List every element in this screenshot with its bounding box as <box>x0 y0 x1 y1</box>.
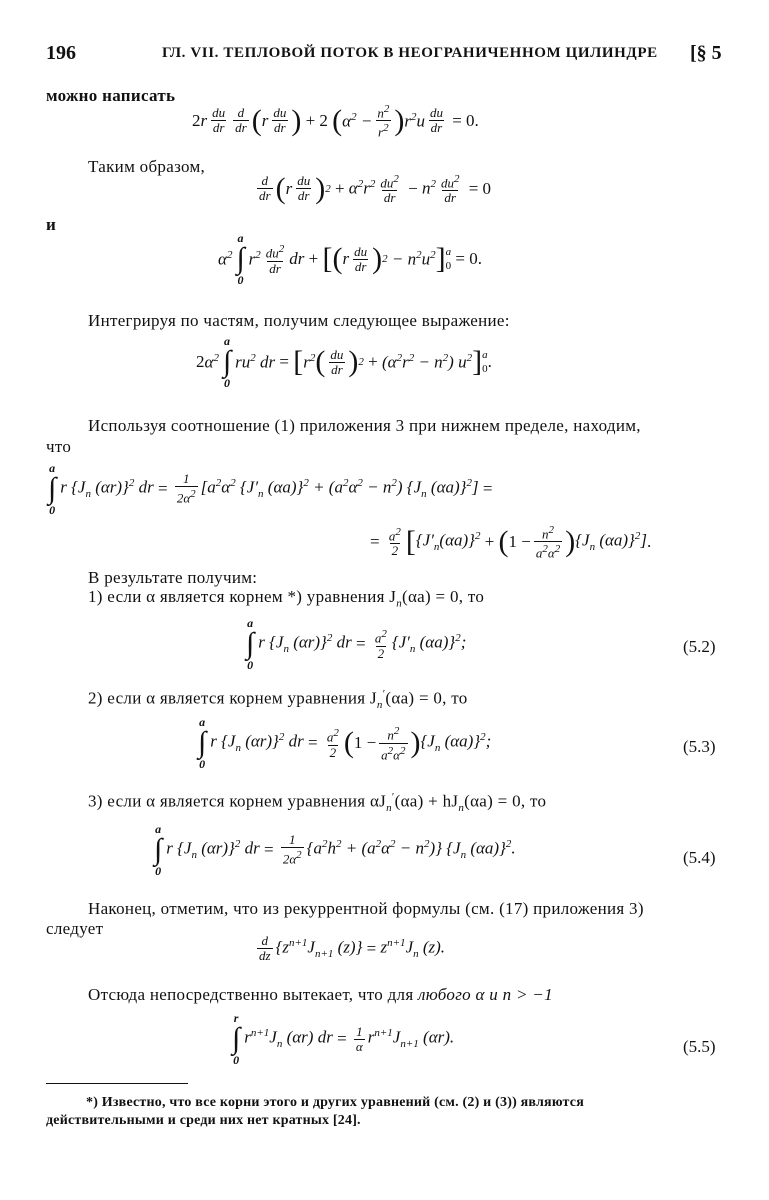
case-3-text: 3) если α является корнем уравнения $\alpha J_n'(\alpha a) + hJ_n(\alpha a) = 0$, то <box>88 791 547 815</box>
equation-4: 2 $\alpha^2$ a ∫ 0 $ru^2$ dr = [ $r^2$ ( $\frac{du}{dr}$ ) 2 + $(\alpha^2r^2 - n^2)$ $u^2$ ] a 0 . <box>196 334 492 390</box>
case-1-text: 1) если α является корнем *) уравнения $J_n(\alpha a) = 0$, то <box>88 587 485 610</box>
equation-5-5: r ∫ 0 $r^{n+1}J_n$ (αr) dr = $\frac{1}{\alpha}$ $r^{n+1}J_{n+1}$ (αr). <box>232 1011 455 1067</box>
paragraph-finally-line1: Наконец, отметим, что из рекуррентной формулы (см. (17) приложения 3) <box>88 899 644 918</box>
paragraph-and: и <box>46 215 57 234</box>
paragraph-intro: можно написать <box>46 86 176 105</box>
equation-5-3: a ∫ 0 r {$J_n$ (αr)}$^2$ dr = $\frac{a^2}{2}$ ( 1 − $\frac{n^2}{a^2\alpha^2}$ ) {$J_n$ (αa)}$^2$; <box>198 715 492 771</box>
footnote-rule <box>46 1083 188 1084</box>
paragraph-using-line1: Используя соотношение (1) приложения 3 при нижнем пределе, находим, <box>88 416 641 435</box>
equation-5-line1: a ∫ 0 r {$J_n$ (αr)}$^2$ dr = $\frac{1}{2\alpha^2}$ [$a^2\alpha^2$ {$J'_n$ $(\alpha a)\}^2 + (a^2\alpha^2 - n^2)$ {$J_n$ (αa)}$^2$] = <box>48 461 493 517</box>
equation-2: $\frac{d}{dr}$ ( r $\frac{du}{dr}$ ) 2 + $\alpha^2r^2$ $\frac{du^2}{dr}$ − $n^2$ $\frac{du^2}{dr}$ = 0 <box>259 171 492 206</box>
paragraph-thus: Таким образом, <box>88 157 206 176</box>
equation-number-5-2: (5.2) <box>683 637 716 656</box>
equation-5-line2: = $\frac{a^2}{2}$ [ $\{J'_n(\alpha a)\}^2$ + ( 1 − $\frac{n^2}{a^2\alpha^2}$ ) {$J_n$ (αa)}$^2$] . <box>370 524 652 561</box>
paragraph-integrating: Интегрируя по частям, получим следующее выражение: <box>88 311 510 330</box>
paragraph-finally-line2: следует <box>46 919 104 938</box>
equation-number-5-3: (5.3) <box>683 737 716 756</box>
equation-3: $\alpha^2$ a ∫ 0 $r^2$ $\frac{du^2}{dr}$ dr + [ ( r $\frac{du}{dr}$ ) 2 − $n^2u^2$ ] a 0 = 0. <box>218 231 482 287</box>
footnote-line1: *) Известно, что все корни этого и других уравнений (см. (2) и (3)) являются <box>86 1095 584 1110</box>
section-marker: [§ 5 <box>690 42 722 64</box>
equation-number-5-5: (5.5) <box>683 1037 716 1056</box>
equation-5-2: a ∫ 0 r {$J_n$ (αr)}$^2$ dr = $\frac{a^2}{2}$ {$J'_n$ (αa)}$^2$; <box>246 616 467 672</box>
paragraph-result: В результате получим: <box>88 568 258 587</box>
equation-5-4: a ∫ 0 r {$J_n$ (αr)}$^2$ dr = $\frac{1}{2\alpha^2}$ $\{a^2h^2 + (a^2\alpha^2 - n^2)\}$ {$J_n$ (αa)}$^2$. <box>154 822 516 878</box>
case-2-text: 2) если α является корнем уравнения $J_n'(\alpha a) = 0$, то <box>88 688 468 712</box>
footnote-line2: действительными и среди них нет кратных [24]. <box>46 1113 361 1128</box>
page-number: 196 <box>46 42 76 64</box>
paragraph-using-line2: что <box>46 437 72 456</box>
equation-number-5-4: (5.4) <box>683 848 716 867</box>
equation-recurrence: $\frac{d}{dz}$ {$z^{n+1}J_{n+1}$ (z)} = $z^{n+1}J_n$ (z). <box>259 933 446 963</box>
paragraph-hence: Отсюда непосредственно вытекает, что для любого α и n > −1 <box>88 985 553 1004</box>
chapter-title: ГЛ. VII. ТЕПЛОВОЙ ПОТОК В НЕОГРАНИЧЕННОМ ЦИЛИНДРЕ <box>162 45 658 61</box>
equation-1: 2 r $\frac{du}{dr}$ $\frac{d}{dr}$ ( r $\frac{du}{dr}$ ) + 2 ( $\alpha^2$ − $\frac{n^2}{r^2}$ ) $r^2u$ $\frac{du}{dr}$ = 0. <box>192 103 479 140</box>
